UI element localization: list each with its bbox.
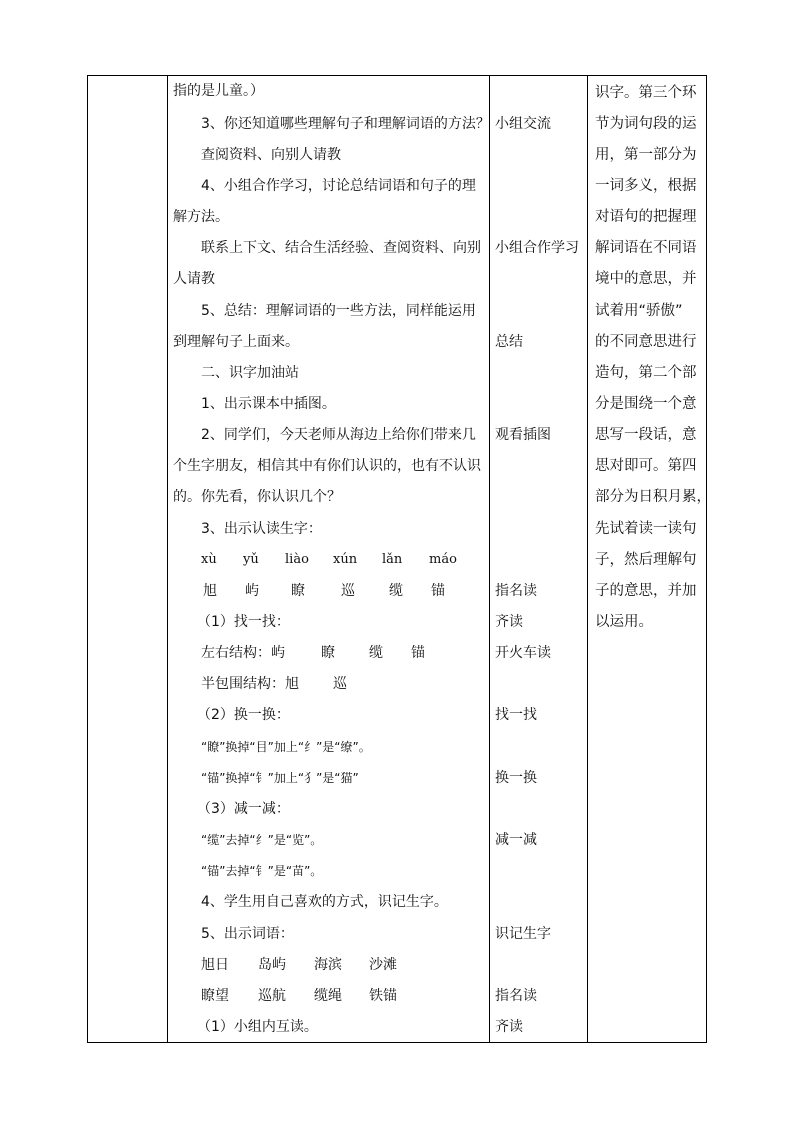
structure-label: 左右结构： bbox=[201, 645, 271, 661]
content-line: 个生字朋友，相信其中有你们认识的，也有不认识 bbox=[173, 458, 481, 474]
word: 旭日 bbox=[201, 957, 229, 973]
table-border-top bbox=[87, 75, 707, 76]
table-divider-1 bbox=[167, 75, 168, 1043]
character: 锚 bbox=[431, 583, 445, 599]
activity-label: 换一换 bbox=[495, 770, 537, 786]
content-line: 5、出示词语： bbox=[201, 926, 294, 942]
subheading: （2）换一换： bbox=[197, 707, 290, 723]
character: 旭 bbox=[285, 676, 299, 692]
word: 缆绳 bbox=[314, 988, 342, 1004]
content-line: “锚”换掉“钅”加上“犭”是“猫” bbox=[201, 771, 359, 785]
content-line: 人请教 bbox=[173, 271, 215, 287]
intent-line: 节为词句段的运 bbox=[595, 116, 697, 132]
content-line: （1）小组内互读。 bbox=[197, 1019, 318, 1035]
content-line: 指的是儿童。） bbox=[173, 83, 264, 99]
intent-line: 的不同意思进行 bbox=[595, 334, 697, 350]
pinyin: xù bbox=[201, 552, 217, 567]
content-line: 的。你先看，你认识几个？ bbox=[173, 489, 341, 505]
character: 瞭 bbox=[321, 645, 335, 661]
pinyin: liào bbox=[285, 552, 309, 567]
word: 沙滩 bbox=[369, 957, 397, 973]
intent-line: 对语句的把握理 bbox=[595, 209, 697, 225]
activity-label: 齐读 bbox=[495, 1019, 523, 1035]
activity-label: 指名读 bbox=[495, 988, 537, 1004]
activity-label: 减一减 bbox=[495, 832, 537, 848]
activity-label: 指名读 bbox=[495, 583, 537, 599]
content-line: 3、出示认读生字： bbox=[201, 521, 322, 537]
content-line: “缆”去掉“纟”是“览”。 bbox=[201, 833, 323, 847]
content-line: “锚”去掉“钅”是“苗”。 bbox=[201, 864, 323, 878]
pinyin: lǎn bbox=[382, 552, 403, 567]
content-line: 4、学生用自己喜欢的方式，识记生字。 bbox=[201, 894, 448, 910]
pinyin: yǔ bbox=[243, 552, 259, 567]
subheading: （1）找一找： bbox=[197, 614, 290, 630]
character: 巡 bbox=[333, 676, 347, 692]
intent-line: 分是围绕一个意 bbox=[595, 396, 697, 412]
table-divider-3 bbox=[587, 75, 588, 1043]
content-line: 3、你还知道哪些理解句子和理解词语的方法？ bbox=[201, 116, 490, 132]
table-divider-2 bbox=[489, 75, 490, 1043]
table-border-bottom bbox=[87, 1042, 707, 1043]
character: 瞭 bbox=[291, 583, 305, 599]
intent-line: 思写一段话，意 bbox=[595, 427, 697, 443]
activity-label: 齐读 bbox=[495, 614, 523, 630]
table-border-right bbox=[706, 75, 707, 1043]
activity-label: 开火车读 bbox=[495, 645, 551, 661]
activity-label: 找一找 bbox=[495, 707, 537, 723]
subheading: （3）减一减： bbox=[197, 801, 290, 817]
content-line: 联系上下文、结合生活经验、查阅资料、向别 bbox=[201, 240, 481, 256]
content-line: 2、同学们，今天老师从海边上给你们带来几 bbox=[201, 427, 476, 443]
structure-label: 半包围结构： bbox=[201, 676, 285, 692]
intent-line: 识字。第三个环 bbox=[595, 85, 697, 101]
intent-line: 造句，第二个部 bbox=[595, 365, 697, 381]
character: 巡 bbox=[341, 583, 355, 599]
character: 缆 bbox=[389, 583, 403, 599]
content-line: 查阅资料、向别人请教 bbox=[201, 147, 341, 163]
intent-line: 子，然后理解句 bbox=[595, 552, 697, 568]
intent-line: 境中的意思，并 bbox=[595, 271, 697, 287]
word: 铁锚 bbox=[369, 988, 397, 1004]
intent-line: 以运用。 bbox=[595, 614, 653, 630]
table-border-left bbox=[87, 75, 88, 1043]
activity-label: 识记生字 bbox=[495, 926, 551, 942]
character: 屿 bbox=[271, 645, 285, 661]
intent-line: 试着用“骄傲” bbox=[595, 303, 683, 319]
intent-line: 一词多义，根据 bbox=[595, 178, 697, 194]
content-line: “瞭”换掉“目”加上“纟”是“缭”。 bbox=[201, 740, 371, 754]
activity-label: 观看插图 bbox=[495, 427, 551, 443]
intent-line: 先试着读一读句 bbox=[595, 521, 697, 537]
activity-label: 小组合作学习 bbox=[495, 240, 579, 256]
word: 瞭望 bbox=[201, 988, 229, 1004]
character: 缆 bbox=[369, 645, 383, 661]
content-line: 1、出示课本中插图。 bbox=[201, 396, 336, 412]
character: 锚 bbox=[411, 645, 425, 661]
word: 巡航 bbox=[258, 988, 286, 1004]
content-line: 到理解句子上面来。 bbox=[173, 334, 299, 350]
section-heading: 二、识字加油站 bbox=[201, 365, 299, 381]
intent-line: 解词语在不同语 bbox=[595, 240, 697, 256]
activity-label: 小组交流 bbox=[495, 116, 551, 132]
intent-line: 用，第一部分为 bbox=[595, 147, 697, 163]
activity-label: 总结 bbox=[495, 334, 523, 350]
word: 海滨 bbox=[314, 957, 342, 973]
intent-line: 子的意思，并加 bbox=[595, 583, 697, 599]
character: 屿 bbox=[245, 583, 259, 599]
content-line: 解方法。 bbox=[173, 209, 229, 225]
content-line: 4、小组合作学习，讨论总结词语和句子的理 bbox=[201, 178, 476, 194]
character: 旭 bbox=[203, 583, 217, 599]
word: 岛屿 bbox=[258, 957, 286, 973]
content-line: 5、总结：理解词语的一些方法，同样能运用 bbox=[201, 303, 476, 319]
intent-line: 思对即可。第四 bbox=[595, 458, 697, 474]
pinyin: xún bbox=[333, 552, 358, 567]
pinyin: máo bbox=[429, 552, 457, 567]
intent-line: 部分为日积月累， bbox=[595, 489, 711, 505]
